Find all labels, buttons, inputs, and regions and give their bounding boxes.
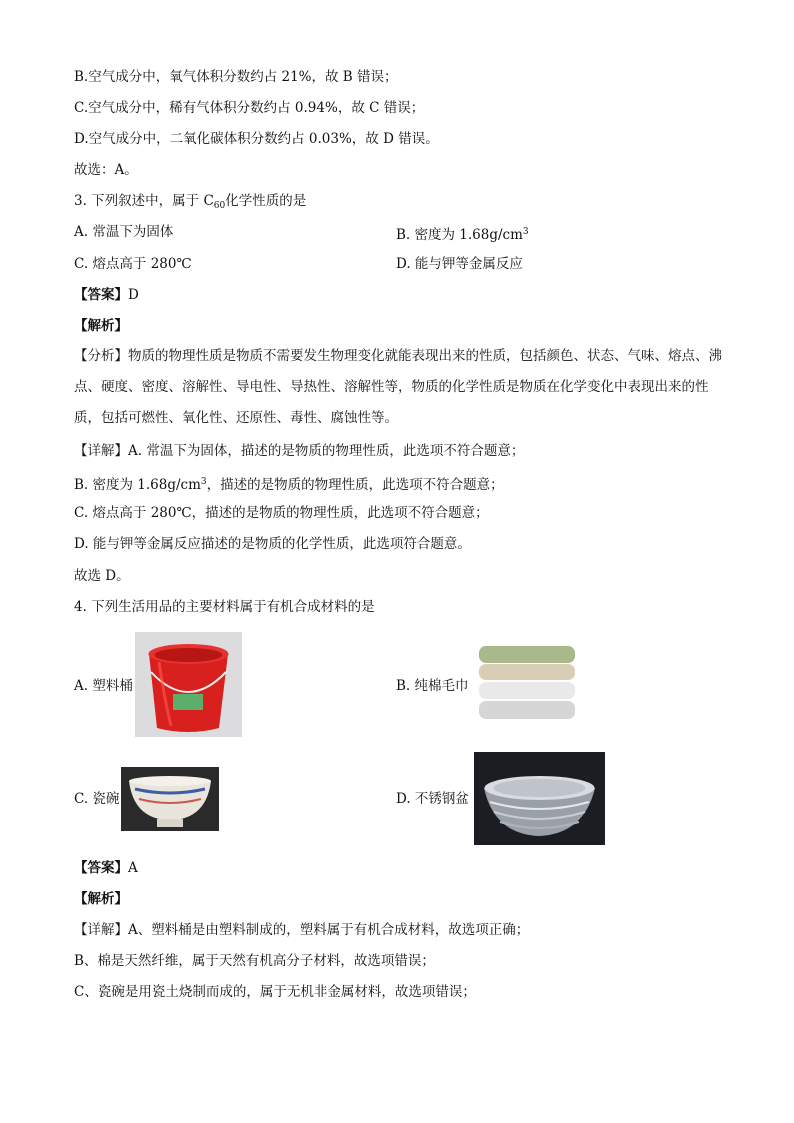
q4-option-c: C. 瓷碗 xyxy=(74,791,120,807)
q3-detail-a: 【详解】A. 常温下为固体，描述的是物质的物理性质，此选项不符合题意； xyxy=(74,443,525,459)
cotton-towel-image xyxy=(475,642,576,722)
q3-analysis-tag: 【解析】 xyxy=(74,318,128,334)
q3-fenxi: 【分析】物质的物理性质是物质不需要发生物理变化就能表现出来的性质，包括颜色、状态、气味、熔点、沸点、硬度、密度、溶解性、导电性、导热性、溶解性等，物质的化学性质是物质在化学变化中表现出来的性质，包括可燃性、氧化性、还原性、毒性、腐蚀性等。 xyxy=(74,348,722,426)
q4-detail-a: 【详解】A、塑料桶是由塑料制成的，塑料属于有机合成材料，故选项正确； xyxy=(74,922,530,938)
q4-answer: 【答案】A xyxy=(74,860,138,876)
q4-analysis-tag: 【解析】 xyxy=(74,891,128,907)
q3-option-d: D. 能与钾等金属反应 xyxy=(396,256,523,272)
q3-option-a: A. 常温下为固体 xyxy=(74,224,174,240)
q3-detail-c: C. 熔点高于 280℃，描述的是物质的物理性质，此选项不符合题意； xyxy=(74,505,489,521)
q3-choose: 故选 D。 xyxy=(74,568,130,584)
q3-stem: 3. 下列叙述中，属于 $C_{60}$化学性质的是 xyxy=(74,193,307,211)
q4-option-d: D. 不锈钢盆 xyxy=(396,791,469,807)
q3-detail-b: B. 密度为 $1.68g/cm^3$，描述的是物质的物理性质，此选项不符合题意； xyxy=(74,477,504,493)
q3-answer: 【答案】D xyxy=(74,287,139,303)
choose-a-line: 故选：A。 xyxy=(74,162,138,178)
plastic-bucket-image xyxy=(135,632,242,737)
c-air-line: C.空气成分中，稀有气体积分数约占 0.94%，故 C 错误； xyxy=(74,100,425,116)
q4-detail-b: B、棉是天然纤维，属于天然有机高分子材料，故选项错误； xyxy=(74,953,435,969)
q4-detail-c: C、瓷碗是用瓷土烧制而成的，属于无机非金属材料，故选项错误； xyxy=(74,984,476,1000)
q3-detail-d: D. 能与钾等金属反应描述的是物质的化学性质，此选项符合题意。 xyxy=(74,536,471,552)
porcelain-bowl-image xyxy=(121,767,219,831)
q4-option-a: A. 塑料桶 xyxy=(74,678,133,694)
b-air-line: B.空气成分中，氧气体积分数约占 21%，故 B 错误； xyxy=(74,69,398,85)
d-air-line: D.空气成分中，二氧化碳体积分数约占 0.03%，故 D 错误。 xyxy=(74,131,439,147)
steel-basin-image xyxy=(474,752,605,845)
q4-stem: 4. 下列生活用品的主要材料属于有机合成材料的是 xyxy=(74,599,375,615)
q3-option-c: C. 熔点高于 280℃ xyxy=(74,256,192,272)
q3-option-b: B. 密度为 $1.68g/cm^3$ xyxy=(396,227,529,243)
q4-option-b: B. 纯棉毛巾 xyxy=(396,678,469,694)
